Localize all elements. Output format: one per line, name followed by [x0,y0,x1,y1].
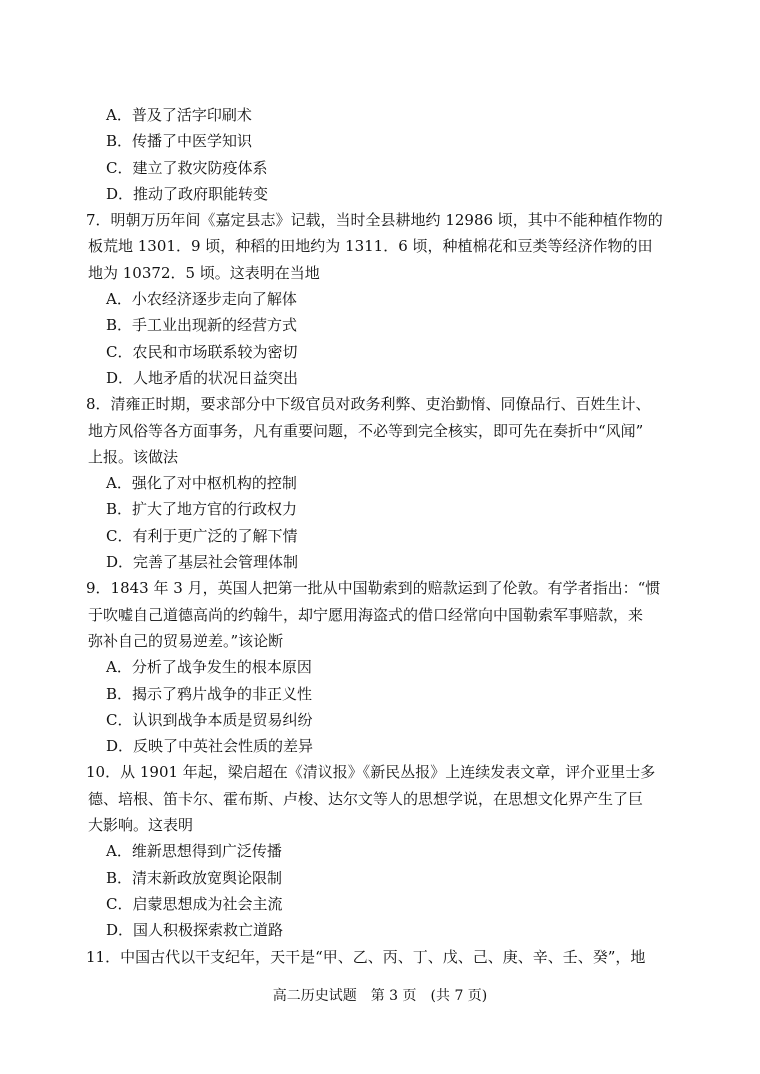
q10-option-c: C．启蒙思想成为社会主流 [106,894,283,913]
question-content [86,102,674,970]
q10-option-a: A．维新思想得到广泛传播 [106,842,282,861]
q10-stem-line-3: 大影响。这表明 [88,816,194,835]
q8-option-a: A．强化了对中枢机构的控制 [106,474,297,493]
q6-option-c: C．建立了救灾防疫体系 [106,158,268,177]
q6-option-b: B．传播了中医学知识 [106,132,253,151]
q8-stem-line-2: 地方风俗等各方面事务，凡有重要问题，不必等到完全核实，即可先在奏折中“风闻” [88,421,644,440]
q8-option-b: B．扩大了地方官的行政权力 [106,500,298,519]
q8-stem-line-3: 上报。该做法 [88,447,179,466]
q6-option-a: A．普及了活字印刷术 [106,106,252,124]
q10-option-b: B．清末新政放宽舆论限制 [106,868,283,887]
q9-stem-line-3: 弥补自己的贸易逆差。”该论断 [88,631,284,650]
page-footer: 高二历史试题 第 3 页 (共 7 页) [272,988,488,1004]
q7-option-a: A．小农经济逐步走向了解体 [106,290,297,309]
q9-option-b: B．揭示了鸦片战争的非正义性 [106,684,313,703]
q7-option-c: C．农民和市场联系较为密切 [106,342,298,361]
q7-option-b: B．手工业出现新的经营方式 [106,316,298,335]
q10-stem-line-2: 德、培根、笛卡尔、霍布斯、卢梭、达尔文等人的思想学说，在思想文化界产生了巨 [88,789,644,808]
q7-stem-line-1: 7．明朝万历年间《嘉定县志》记载，当时全县耕地约 12986 顷，其中不能种植作物的 [86,211,663,230]
q9-option-a: A．分析了战争发生的根本原因 [106,658,312,677]
q9-option-c: C．认识到战争本质是贸易纠纷 [106,710,313,729]
q8-option-d: D．完善了基层社会管理体制 [106,553,299,572]
q11-stem-line-1: 11．中国古代以干支纪年，天干是“甲、乙、丙、丁、戊、己、庚、辛、壬、癸”，地 [86,947,646,966]
q7-option-d: D．人地矛盾的状况日益突出 [106,368,299,387]
q6-option-d: D．推动了政府职能转变 [106,184,269,203]
q7-stem-line-2: 板荒地 1301．9 顷，种稻的田地约为 1311．6 顷，种植棉花和豆类等经济作物的田 [88,237,653,256]
q7-stem-line-3: 地为 10372．5 顷。这表明在当地 [88,263,320,282]
q9-stem-line-2: 于吹嘘自己道德高尚的约翰牛，却宁愿用海盗式的借口经常向中国勒索军事赔款，来 [88,605,644,624]
q8-option-c: C．有利于更广泛的了解下情 [106,526,298,545]
q8-stem-line-1: 8．清雍正时期，要求部分中下级官员对政务利弊、吏治勤惰、同僚品行、百姓生计、 [86,395,651,414]
q9-stem-line-1: 9．1843 年 3 月，英国人把第一批从中国勒索到的赔款运到了伦敦。有学者指出：“惯 [86,579,661,598]
q9-option-d: D．反映了中英社会性质的差异 [106,737,314,756]
q10-stem-line-1: 10．从 1901 年起，梁启超在《清议报》《新民丛报》上连续发表文章，评介亚里士多 [86,763,656,782]
q10-option-d: D．国人积极探索救亡道路 [106,921,284,940]
